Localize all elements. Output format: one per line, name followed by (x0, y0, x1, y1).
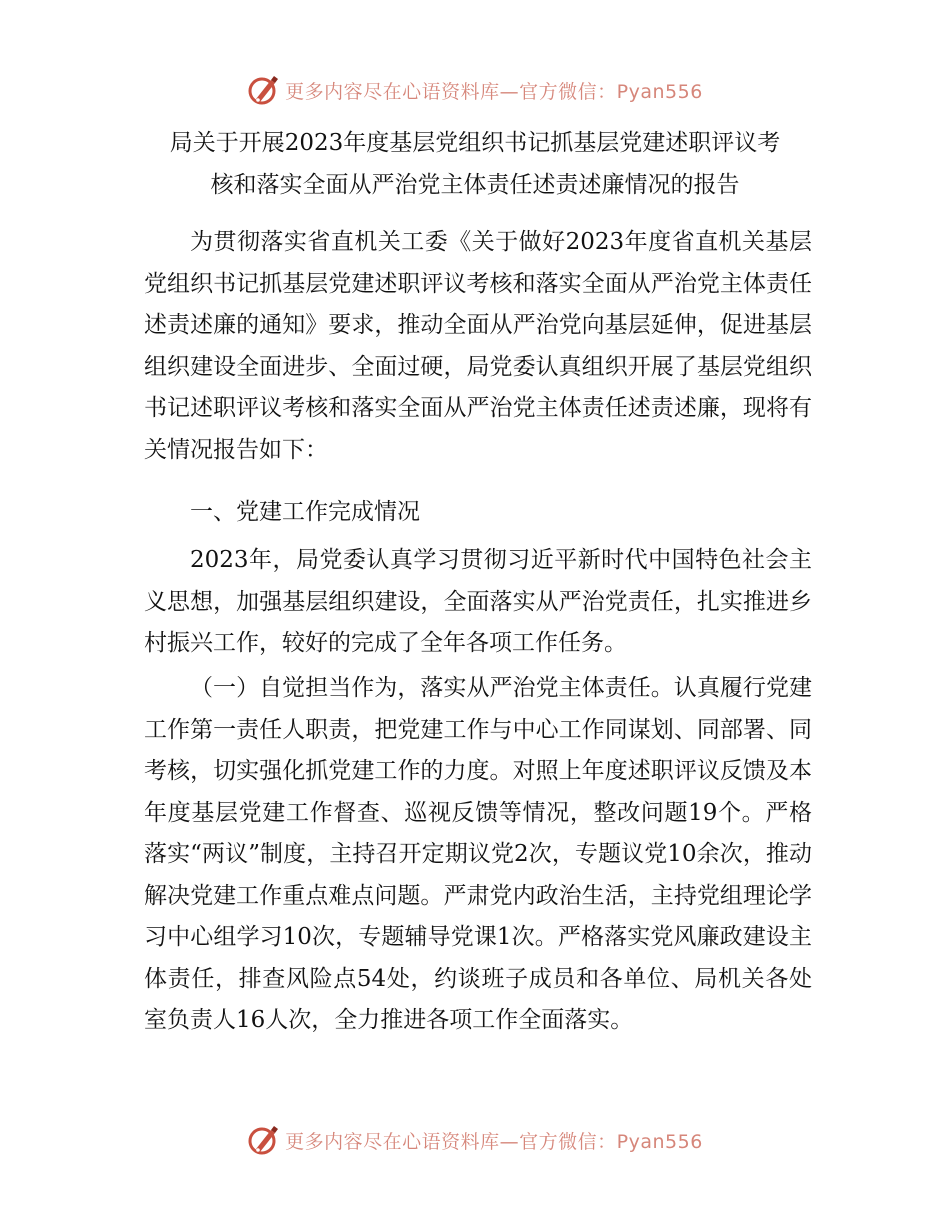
section-heading (144, 492, 812, 534)
summary-text: 2023年，局党委认真学习贯彻习近平新时代中国特色社会主义思想，加强基层组织建设，全面落实从严治党责任，扎实推进乡村振兴工作，较好的完成了全年各项工作任务。 (144, 547, 812, 656)
watermark-banner-top (0, 70, 950, 110)
pen-logo-icon (247, 1123, 281, 1157)
intro-paragraph (144, 222, 812, 471)
watermark-text: 更多内容尽在心语资料库—官方微信：Pyan556 (285, 1130, 703, 1153)
title-line-2: 核和落实全面从严治党主体责任述责述廉情况的报告 (210, 172, 740, 198)
section-heading-text: 一、党建工作完成情况 (190, 499, 420, 525)
intro-text: 为贯彻落实省直机关工委《关于做好2023年度省直机关基层党组织书记抓基层党建述职评议考核和落实全面从严治党主体责任述责述廉的通知》要求，推动全面从严治党向基层延伸，促进基层组织建设全面进步、全面过硬，局党委认真组织开展了基层党组织书记述职评议考核和落实全面从严治党主体责任述责述廉，现将有关情况报告如下： (144, 229, 812, 463)
subsection-text: （一）自觉担当作为，落实从严治党主体责任。认真履行党建工作第一责任人职责，把党建工作与中心工作同谋划、同部署、同考核，切实强化抓党建工作的力度。对照上年度述职评议反馈及本年度基层党建工作督查、巡视反馈等情况，整改问题19个。严格落实“两议”制度，主持召开定期议党2次，专题议党10余次，推动解决党建工作重点难点问题。严肃党内政治生活，主持党组理论学习中心组学习10次，专题辅导党课1次。严格落实党风廉政建设主体责任，排查风险点54处，约谈班子成员和各单位、局机关各处室负责人16人次，全力推进各项工作全面落实。 (144, 675, 812, 1033)
subsection-paragraph (144, 668, 812, 1042)
pen-logo-icon (247, 73, 281, 107)
summary-paragraph (144, 540, 812, 665)
title-line-1: 局关于开展2023年度基层党组织书记抓基层党建述职评议考 (169, 130, 781, 156)
watermark-banner-bottom (0, 1120, 950, 1160)
document-title (120, 122, 830, 206)
watermark-text: 更多内容尽在心语资料库—官方微信：Pyan556 (285, 80, 703, 103)
